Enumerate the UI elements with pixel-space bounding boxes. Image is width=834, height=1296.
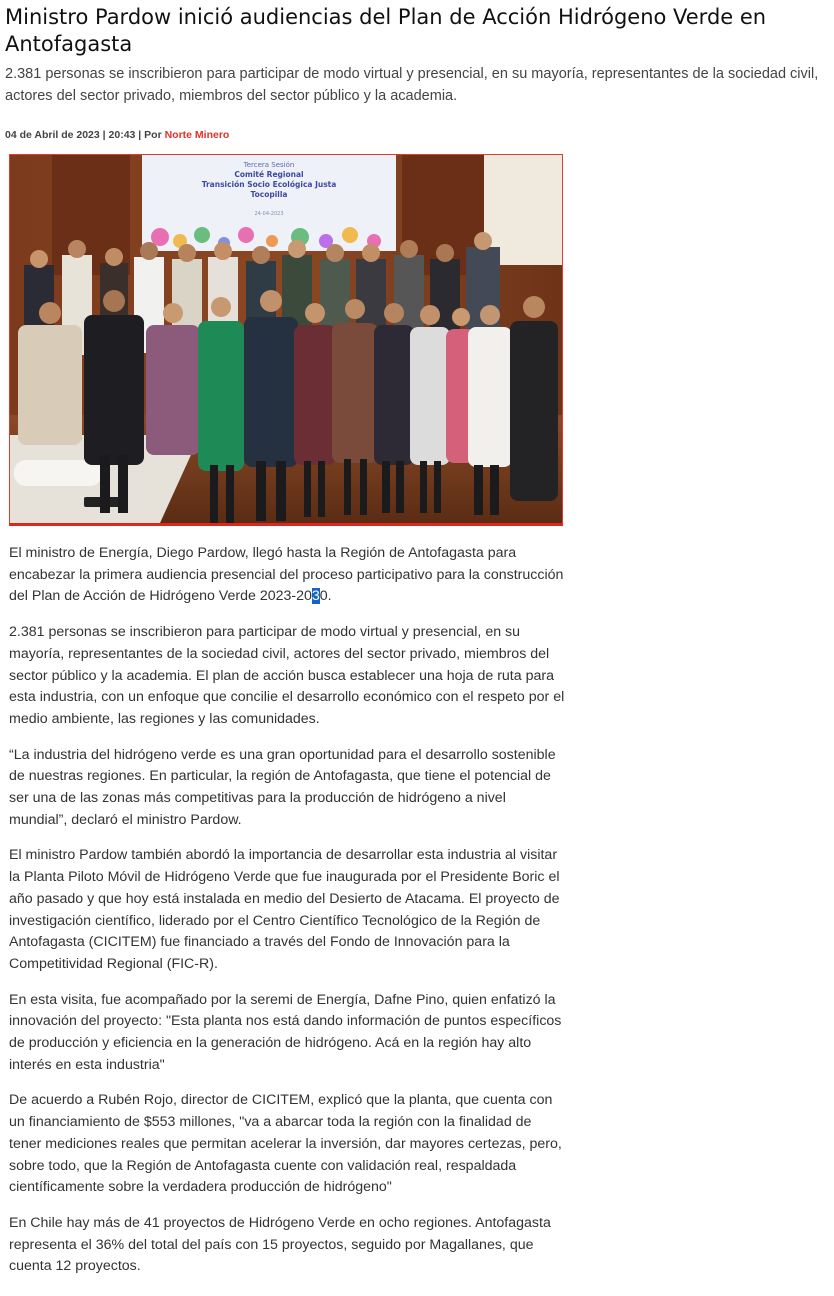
- article-meta: [5, 128, 229, 142]
- banner-line-2: Comité Regional: [234, 170, 304, 179]
- selected-text: 3: [311, 588, 320, 605]
- publish-time: 20:43: [108, 129, 136, 141]
- article-photo[interactable]: [9, 154, 563, 526]
- meta-by: | Por: [135, 129, 165, 141]
- banner-line-3: Transición Socio Ecológica Justa: [201, 180, 337, 189]
- paragraph: [9, 543, 565, 608]
- paragraph: En esta visita, fue acompañado por la seremi de Energía, Dafne Pino, quien enfatizó la innovación del proyecto: "Esta planta nos está dando información de puntos específicos de producción y eficiencia en la generación de hidrógeno. Acá en la región hay alto interés en esta industria": [9, 991, 562, 1073]
- article-body: [9, 543, 565, 1292]
- banner-date: 24-04-2023: [254, 211, 284, 217]
- publish-date: 04 de Abril de 2023: [5, 129, 100, 141]
- meta-separator: |: [99, 129, 109, 141]
- group-photo-image: [10, 155, 562, 523]
- paragraph: De acuerdo a Rubén Rojo, director de CICITEM, explicó que la planta, que cuenta con un financiamiento de $553 millones, "va a abarcar toda la región con la finalidad de tener mediciones reales que permitan acelerar la inversión, dar mayores certezas, pero, sobre todo, que la Región de Antofagasta cuente con validación real, respaldada científicamente sobre la verdadera producción de hidrógeno": [9, 1092, 562, 1196]
- paragraph-text: El ministro de Energía, Diego Pardow, llegó hasta la Región de Antofagasta para encabezar la primera audiencia presencial del proceso participativo para la construcción del Plan de Acción de Hidrógeno Verde 2023-20: [9, 545, 564, 605]
- paragraph-text-end: 0.: [319, 588, 332, 605]
- author-link[interactable]: Norte Minero: [164, 129, 230, 141]
- paragraph: El ministro Pardow también abordó la importancia de desarrollar esta industria al visitar la Planta Piloto Móvil de Hidrógeno Verde que fue inaugurada por el Presidente Boric el año pasado y que hoy está instalada en medio del Desierto de Atacama. El proyecto de investigación científico, liderado por el Centro Científico Tecnológico de la Región de Antofagasta (CICITEM) fue financiado a través del Fondo de Innovación para la Competitividad Regional (FIC-R).: [9, 847, 560, 972]
- paragraph: “La industria del hidrógeno verde es una gran oportunidad para el desarrollo sostenible de nuestras regiones. En particular, la región de Antofagasta, que tiene el potencial de ser una de las zonas más competitivas para la producción de hidrógeno a nivel mundial”, declaró el ministro Pardow.: [9, 746, 556, 828]
- article-subtitle: 2.381 personas se inscribieron para participar de modo virtual y presencial, en su mayoría, representantes de la sociedad civil, actores del sector privado, miembros del sector público y la academia.: [5, 66, 819, 104]
- paragraph: En Chile hay más de 41 proyectos de Hidrógeno Verde en ocho regiones. Antofagasta representa el 36% del total del país con 15 proyectos, seguido por Magallanes, que cuenta 12 proyectos.: [9, 1214, 551, 1275]
- banner-line-1: Tercera Sesión: [243, 161, 295, 169]
- article-title: Ministro Pardow inició audiencias del Plan de Acción Hidrógeno Verde en Antofagasta: [5, 5, 767, 56]
- paragraph: 2.381 personas se inscribieron para participar de modo virtual y presencial, en su mayoría, representantes de la sociedad civil, actores del sector privado, miembros del sector público y la academia. El plan de acción busca establecer una hoja de ruta para esta industria, con un enfoque que concilie el desarrollo económico con el respeto por el medio ambiente, las regiones y las comunidades.: [9, 624, 565, 727]
- banner-line-4: Tocopilla: [250, 190, 288, 199]
